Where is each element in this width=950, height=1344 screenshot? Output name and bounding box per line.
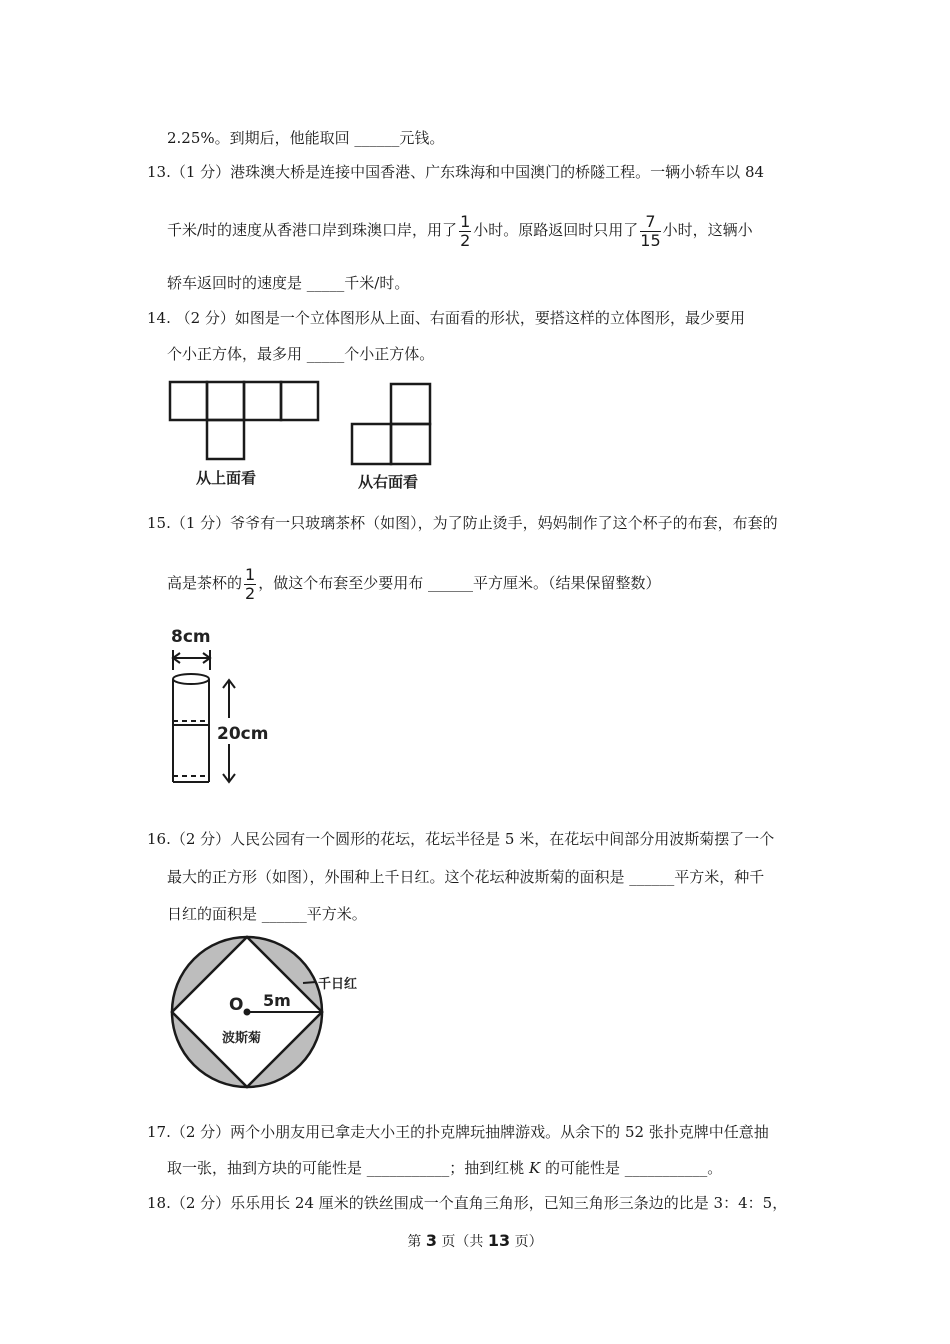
q16-line1: 16.（2 分）人民公园有一个圆形的花坛，花坛半径是 5 米，在花坛中间部分用波斯菊摆了一个 (147, 830, 775, 848)
q18-line1: 18.（2 分）乐乐用长 24 厘米的铁丝围成一个直角三角形，已知三角形三条边的比是 3：4：5， (147, 1194, 788, 1212)
total-pages: 13 (487, 1231, 511, 1250)
fraction-one-half: $\frac{1}{2}$ (245, 564, 256, 603)
outer-label: 千日红 (318, 977, 358, 992)
q13-line2-a: 千米/时的速度从香港口岸到珠澳口岸，用了 (167, 221, 458, 239)
top-view-label: 从上面看 (196, 469, 257, 487)
page-footer: 第 3 页（共 13 页） (407, 1231, 543, 1250)
cup-diameter-label: 8cm (171, 627, 211, 647)
q17-line1: 17.（2 分）两个小朋友用已拿走大小王的扑克牌玩抽牌游戏。从余下的 52 张扑克牌中任意抽 (147, 1123, 769, 1141)
q15-line2-b: ，做这个布套至少要用布 ______平方厘米。（结果保留整数） (258, 574, 661, 592)
circle-center-dot (244, 1009, 251, 1016)
q15-line2 (167, 563, 660, 603)
right-view-figure (350, 382, 440, 494)
page-number: 3 (425, 1231, 437, 1250)
q16-line2: 最大的正方形（如图），外围种上千日红。这个花坛种波斯菊的面积是 ______平方米，种千 (167, 868, 765, 886)
q14-line1: 14. （2 分）如图是一个立体图形从上面、右面看的形状，要搭这样的立体图形，最少要用 (147, 309, 745, 327)
center-label: O (229, 995, 244, 1015)
q15-line2-a: 高是茶杯的 (167, 574, 243, 592)
right-view-label: 从右面看 (358, 473, 419, 491)
flowerbed-figure (166, 936, 376, 1092)
q16-line3: 日红的面积是 ______平方米。 (167, 905, 367, 923)
q17-line2: 取一张，抽到方块的可能性是 ___________；抽到红桃 K 的可能性是 ___________。 (167, 1159, 723, 1177)
letter-k: K (529, 1159, 541, 1177)
q14-line2: 个小正方体，最多用 _____个小正方体。 (167, 345, 435, 363)
pointer-line (303, 982, 316, 983)
q12-tail: 2.25%。到期后，他能取回 ______元钱。 (167, 129, 445, 147)
cup-figure (165, 622, 275, 794)
radius-label: 5m (263, 991, 291, 1010)
q15-line1: 15.（1 分）爷爷有一只玻璃茶杯（如图），为了防止烫手，妈妈制作了这个杯子的布套，布套的 (147, 514, 778, 532)
fraction-seven-fifteenths: $\frac{7}{15}$ (640, 211, 661, 250)
fraction-one-half: $\frac{1}{2}$ (460, 211, 471, 250)
top-view-figure (168, 380, 328, 490)
cup-height-label: 20cm (217, 724, 269, 744)
q13-line1: 13.（1 分）港珠澳大桥是连接中国香港、广东珠海和中国澳门的桥隧工程。一辆小轿车以 84 (147, 163, 765, 181)
q13-line3: 轿车返回时的速度是 _____千米/时。 (167, 274, 410, 292)
inner-label: 波斯菊 (222, 1031, 262, 1046)
q13-line2 (167, 210, 753, 250)
q13-line2-b: 小时。原路返回时只用了 (473, 221, 639, 239)
q13-line2-c: 小时，这辆小 (662, 221, 753, 239)
